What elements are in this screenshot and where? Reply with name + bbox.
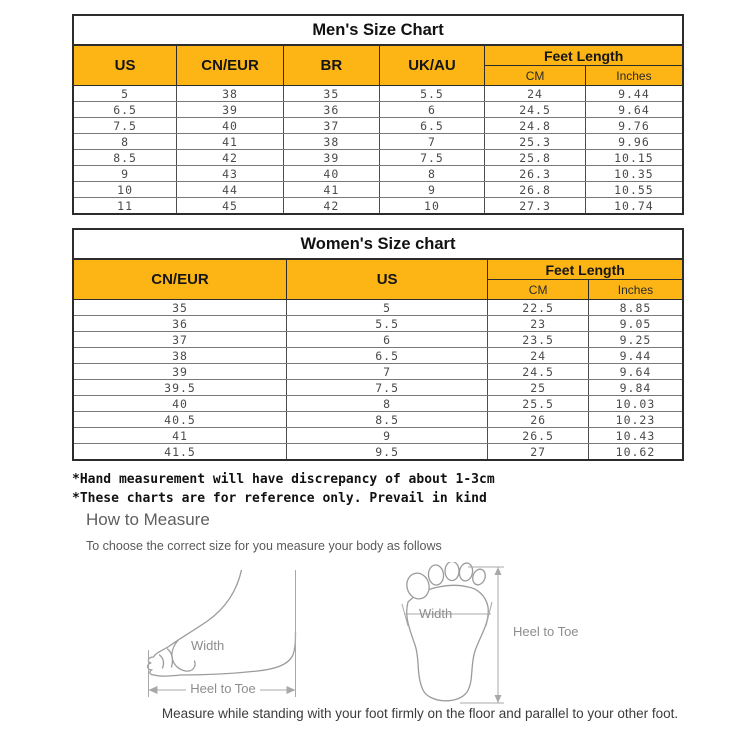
size-cell: 26.8 (485, 182, 586, 198)
size-cell: 8.5 (287, 412, 488, 428)
table-row (73, 444, 683, 461)
table-row (73, 86, 683, 102)
size-cell: 5.5 (287, 316, 488, 332)
size-cell: 9.96 (585, 134, 683, 150)
size-cell: 10.15 (585, 150, 683, 166)
size-cell: 10.03 (588, 396, 683, 412)
size-cell: 44 (177, 182, 284, 198)
size-cell: 8 (379, 166, 485, 182)
foot-outline (148, 570, 296, 676)
size-cell: 43 (177, 166, 284, 182)
size-cell: 5 (287, 300, 488, 316)
table-row (73, 300, 683, 316)
size-cell: 23 (488, 316, 589, 332)
big-toe (404, 571, 432, 602)
toe-detail-line (160, 655, 164, 668)
table-row (73, 332, 683, 348)
mens-chart-title: Men's Size Chart (73, 15, 683, 45)
mens-col-header-br: BR (283, 45, 379, 86)
size-cell: 6.5 (73, 102, 177, 118)
womens-cm-header: CM (488, 280, 589, 300)
size-cell: 6.5 (287, 348, 488, 364)
size-cell: 40.5 (73, 412, 287, 428)
size-cell: 24.8 (485, 118, 586, 134)
arrowhead-left (149, 686, 158, 694)
womens-inches-header: Inches (588, 280, 683, 300)
mens-feet-length-header: Feet Length (485, 45, 683, 66)
size-cell: 6 (287, 332, 488, 348)
size-cell: 27.3 (485, 198, 586, 215)
size-cell: 36 (73, 316, 287, 332)
mens-size-table (72, 14, 684, 215)
foot-side-view-diagram (142, 570, 312, 705)
footnote-measurement-discrepancy: *Hand measurement will have discrepancy of about 1-3cm (72, 472, 495, 487)
size-cell: 9.64 (588, 364, 683, 380)
size-cell: 40 (73, 396, 287, 412)
top-view-width-label: Width (419, 606, 453, 621)
womens-chart-title: Women's Size chart (73, 229, 683, 259)
size-cell: 24 (488, 348, 589, 364)
womens-size-table (72, 228, 684, 461)
size-cell: 36 (283, 102, 379, 118)
foot-top-view-drawing (398, 562, 508, 712)
size-cell: 39 (283, 150, 379, 166)
table-row (73, 396, 683, 412)
size-cell: 10 (73, 182, 177, 198)
mens-cm-header: CM (485, 66, 586, 86)
size-cell: 10.55 (585, 182, 683, 198)
size-cell: 10.35 (585, 166, 683, 182)
table-row (73, 102, 683, 118)
table-row (73, 348, 683, 364)
size-cell: 9.05 (588, 316, 683, 332)
side-view-heel-to-toe-text: Heel to Toe (186, 681, 260, 696)
size-cell: 8 (73, 134, 177, 150)
table-row (73, 364, 683, 380)
second-toe (428, 564, 445, 585)
table-row (73, 134, 683, 150)
size-cell: 25.3 (485, 134, 586, 150)
size-cell: 7.5 (287, 380, 488, 396)
size-cell: 25.8 (485, 150, 586, 166)
arrowhead-up (495, 567, 502, 575)
mens-col-header-cn-eur: CN/EUR (177, 45, 284, 86)
table-row (73, 316, 683, 332)
size-cell: 25.5 (488, 396, 589, 412)
footnote-reference-only: *These charts are for reference only. Prevail in kind (72, 491, 487, 506)
size-cell: 8.85 (588, 300, 683, 316)
size-cell: 24.5 (485, 102, 586, 118)
size-cell: 8.5 (73, 150, 177, 166)
size-cell: 9 (287, 428, 488, 444)
size-cell: 27 (488, 444, 589, 461)
size-cell: 35 (283, 86, 379, 102)
size-cell: 9 (73, 166, 177, 182)
size-cell: 11 (73, 198, 177, 215)
size-cell: 23.5 (488, 332, 589, 348)
foot-top-view-diagram (398, 562, 608, 712)
size-cell: 6 (379, 102, 485, 118)
size-cell: 9 (379, 182, 485, 198)
size-cell: 10 (379, 198, 485, 215)
mens-inches-header: Inches (585, 66, 683, 86)
size-cell: 39 (177, 102, 284, 118)
size-cell: 10.74 (585, 198, 683, 215)
size-cell: 38 (73, 348, 287, 364)
size-cell: 26 (488, 412, 589, 428)
size-cell: 9.44 (585, 86, 683, 102)
size-cell: 9.44 (588, 348, 683, 364)
size-cell: 9.76 (585, 118, 683, 134)
size-cell: 41 (177, 134, 284, 150)
size-cell: 35 (73, 300, 287, 316)
size-cell: 24 (485, 86, 586, 102)
size-cell: 39 (73, 364, 287, 380)
size-cell: 41 (73, 428, 287, 444)
top-view-heel-to-toe-label: Heel to Toe (513, 624, 579, 639)
womens-col-header-cn-eur: CN/EUR (73, 259, 287, 300)
table-row (73, 166, 683, 182)
size-cell: 9.5 (287, 444, 488, 461)
size-cell: 7.5 (379, 150, 485, 166)
size-cell: 9.84 (588, 380, 683, 396)
size-cell: 7.5 (73, 118, 177, 134)
size-cell: 40 (177, 118, 284, 134)
mens-col-header-us: US (73, 45, 177, 86)
size-cell: 42 (283, 198, 379, 215)
size-cell: 5 (73, 86, 177, 102)
table-row (73, 412, 683, 428)
size-cell: 40 (283, 166, 379, 182)
size-cell: 45 (177, 198, 284, 215)
size-cell: 22.5 (488, 300, 589, 316)
size-cell: 41.5 (73, 444, 287, 461)
mens-col-header-uk-au: UK/AU (379, 45, 485, 86)
side-view-heel-to-toe-label (170, 681, 276, 696)
arrowhead-right (287, 686, 296, 694)
fourth-toe (458, 562, 474, 582)
size-cell: 10.62 (588, 444, 683, 461)
size-cell: 9.64 (585, 102, 683, 118)
womens-col-header-us: US (287, 259, 488, 300)
table-row (73, 118, 683, 134)
table-row (73, 150, 683, 166)
size-cell: 41 (283, 182, 379, 198)
table-row (73, 428, 683, 444)
size-cell: 38 (283, 134, 379, 150)
size-cell: 37 (73, 332, 287, 348)
size-cell: 37 (283, 118, 379, 134)
size-cell: 42 (177, 150, 284, 166)
footnotes (72, 470, 495, 508)
size-cell: 38 (177, 86, 284, 102)
how-to-measure-subheading: To choose the correct size for you measure your body as follows (86, 539, 442, 553)
size-cell: 7 (287, 364, 488, 380)
size-cell: 24.5 (488, 364, 589, 380)
size-cell: 7 (379, 134, 485, 150)
sole-outline (407, 585, 489, 700)
table-row (73, 182, 683, 198)
size-cell: 25 (488, 380, 589, 396)
how-to-measure-heading: How to Measure (86, 510, 210, 529)
size-cell: 9.25 (588, 332, 683, 348)
side-view-width-label: Width (188, 638, 227, 653)
womens-feet-length-header: Feet Length (488, 259, 683, 280)
size-cell: 5.5 (379, 86, 485, 102)
arrowhead-down (495, 695, 502, 703)
size-cell: 39.5 (73, 380, 287, 396)
size-cell: 10.43 (588, 428, 683, 444)
table-row (73, 198, 683, 215)
size-cell: 26.3 (485, 166, 586, 182)
size-cell: 6.5 (379, 118, 485, 134)
size-cell: 8 (287, 396, 488, 412)
table-row (73, 380, 683, 396)
size-cell: 26.5 (488, 428, 589, 444)
middle-toe (445, 562, 459, 581)
measure-instruction-caption: Measure while standing with your foot firmly on the floor and parallel to your other foot. (161, 706, 679, 721)
size-cell: 10.23 (588, 412, 683, 428)
